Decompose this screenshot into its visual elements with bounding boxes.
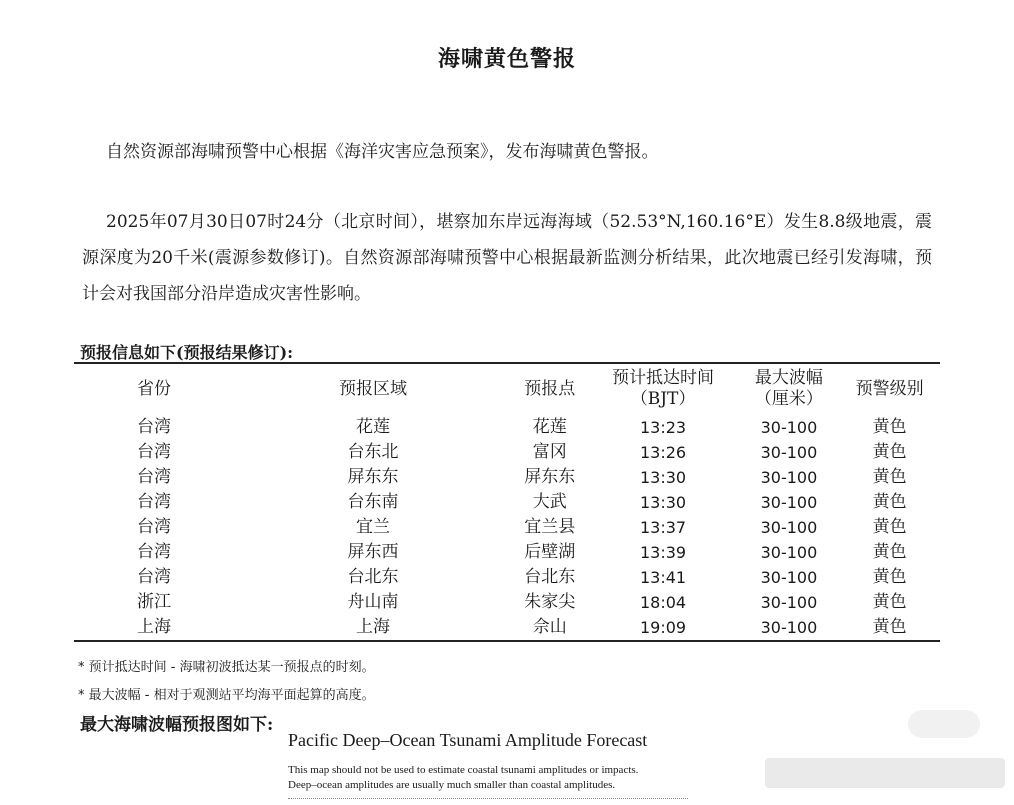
cell-site: 宜兰县	[524, 517, 576, 537]
forecast-table	[74, 362, 940, 642]
cell-province: 台湾	[137, 567, 171, 587]
cell-level: 黄色	[872, 567, 907, 587]
cell-site: 富冈	[532, 442, 567, 462]
cell-arrival: 19:09	[639, 618, 687, 637]
cell-area: 台北东	[347, 567, 399, 587]
table-row	[74, 465, 940, 490]
header-site: 预报点	[524, 378, 576, 399]
cell-site: 台北东	[524, 567, 576, 587]
cell-site: 屏东东	[524, 467, 576, 487]
map-heading: 最大海啸波幅预报图如下:	[80, 715, 274, 735]
cell-site: 朱家尖	[524, 592, 576, 612]
cell-arrival: 13:30	[639, 493, 687, 512]
cell-province: 台湾	[137, 442, 171, 462]
earthquake-paragraph: 2025年07月30日07时24分（北京时间），堪察加东岸远海海域（52.53°N,160.16°E）发生8.8级地震，震源深度为20千米(震源参数修订)。自然资源部海啸预警中心根据最新监测分析结果，此次地震已经引发海啸，预计会对我国部分沿岸造成灾害性影响。	[82, 212, 932, 304]
cell-amplitude: 30-100	[760, 468, 818, 487]
table-row	[74, 565, 940, 590]
cell-amplitude: 30-100	[760, 618, 818, 637]
header-area: 预报区域	[339, 378, 407, 399]
cell-amplitude: 30-100	[760, 443, 818, 462]
cell-province: 上海	[137, 617, 171, 637]
cell-province: 浙江	[137, 592, 171, 612]
header-arrival-line2: （BJT）	[630, 389, 696, 409]
table-row	[74, 440, 940, 465]
cell-level: 黄色	[872, 542, 907, 562]
forecast-heading: 预报信息如下(预报结果修订):	[80, 343, 294, 362]
cell-site: 后壁湖	[524, 542, 576, 562]
cell-arrival: 13:26	[639, 443, 687, 462]
header-amplitude	[739, 364, 840, 415]
intro-paragraph: 自然资源部海啸预警中心根据《海洋灾害应急预案》，发布海啸黄色警报。	[106, 142, 659, 162]
map-subtitle-1: This map should not be used to estimate coastal tsunami amplitudes or impacts.	[288, 764, 639, 776]
header-amplitude-line1: 最大波幅	[754, 368, 823, 388]
cell-level: 黄色	[872, 517, 907, 537]
cell-area: 台东南	[347, 492, 399, 512]
map-subtitle-2: Deep–ocean amplitudes are usually much smaller than coastal amplitudes.	[288, 779, 616, 791]
table-row	[74, 615, 940, 640]
cell-level: 黄色	[872, 592, 907, 612]
cell-arrival: 18:04	[639, 593, 687, 612]
cell-arrival: 13:37	[639, 518, 687, 537]
watermark-logo	[908, 710, 980, 738]
cell-amplitude: 30-100	[760, 493, 818, 512]
header-arrival-line1: 预计抵达时间	[612, 368, 715, 388]
cell-site: 大武	[532, 492, 567, 512]
table-row	[74, 590, 940, 615]
note-max-amplitude: * 最大波幅 - 相对于观测站平均海平面起算的高度。	[78, 688, 375, 703]
cell-area: 舟山南	[347, 592, 399, 612]
cell-site: 佘山	[532, 617, 567, 637]
cell-province: 台湾	[137, 517, 171, 537]
cell-province: 台湾	[137, 542, 171, 562]
cell-area: 屏东西	[347, 542, 399, 562]
cell-level: 黄色	[872, 617, 907, 637]
header-amplitude-line2: （厘米）	[754, 389, 823, 409]
table-row	[74, 540, 940, 565]
cell-arrival: 13:39	[639, 543, 687, 562]
note-arrival-time: * 预计抵达时间 - 海啸初波抵达某一预报点的时刻。	[78, 660, 375, 675]
cell-level: 黄色	[872, 467, 907, 487]
cell-amplitude: 30-100	[760, 568, 818, 587]
cell-province: 台湾	[137, 467, 171, 487]
cell-area: 台东北	[347, 442, 399, 462]
table-row	[74, 415, 940, 440]
table-row	[74, 515, 940, 540]
cell-area: 花莲	[356, 417, 390, 437]
cell-area: 上海	[356, 617, 390, 637]
document-title: 海啸黄色警报	[437, 46, 576, 72]
map-title: Pacific Deep–Ocean Tsunami Amplitude Forecast	[288, 730, 648, 750]
cell-amplitude: 30-100	[760, 418, 818, 437]
table-header-row	[74, 364, 940, 415]
header-arrival	[588, 364, 739, 415]
cell-amplitude: 30-100	[760, 518, 818, 537]
cell-amplitude: 30-100	[760, 593, 818, 612]
cell-level: 黄色	[872, 492, 907, 512]
header-level: 预警级别	[855, 378, 924, 399]
cell-site: 花莲	[532, 417, 567, 437]
cell-arrival: 13:41	[639, 568, 687, 587]
cell-province: 台湾	[137, 417, 171, 437]
cell-arrival: 13:30	[639, 468, 687, 487]
cell-level: 黄色	[872, 442, 907, 462]
cell-arrival: 13:23	[639, 418, 687, 437]
cell-area: 屏东东	[347, 467, 399, 487]
cell-amplitude: 30-100	[760, 543, 818, 562]
cell-area: 宜兰	[356, 517, 390, 537]
watermark-bar	[765, 758, 1005, 788]
table-row	[74, 490, 940, 515]
cell-province: 台湾	[137, 492, 171, 512]
header-province: 省份	[137, 378, 171, 399]
cell-level: 黄色	[872, 417, 907, 437]
